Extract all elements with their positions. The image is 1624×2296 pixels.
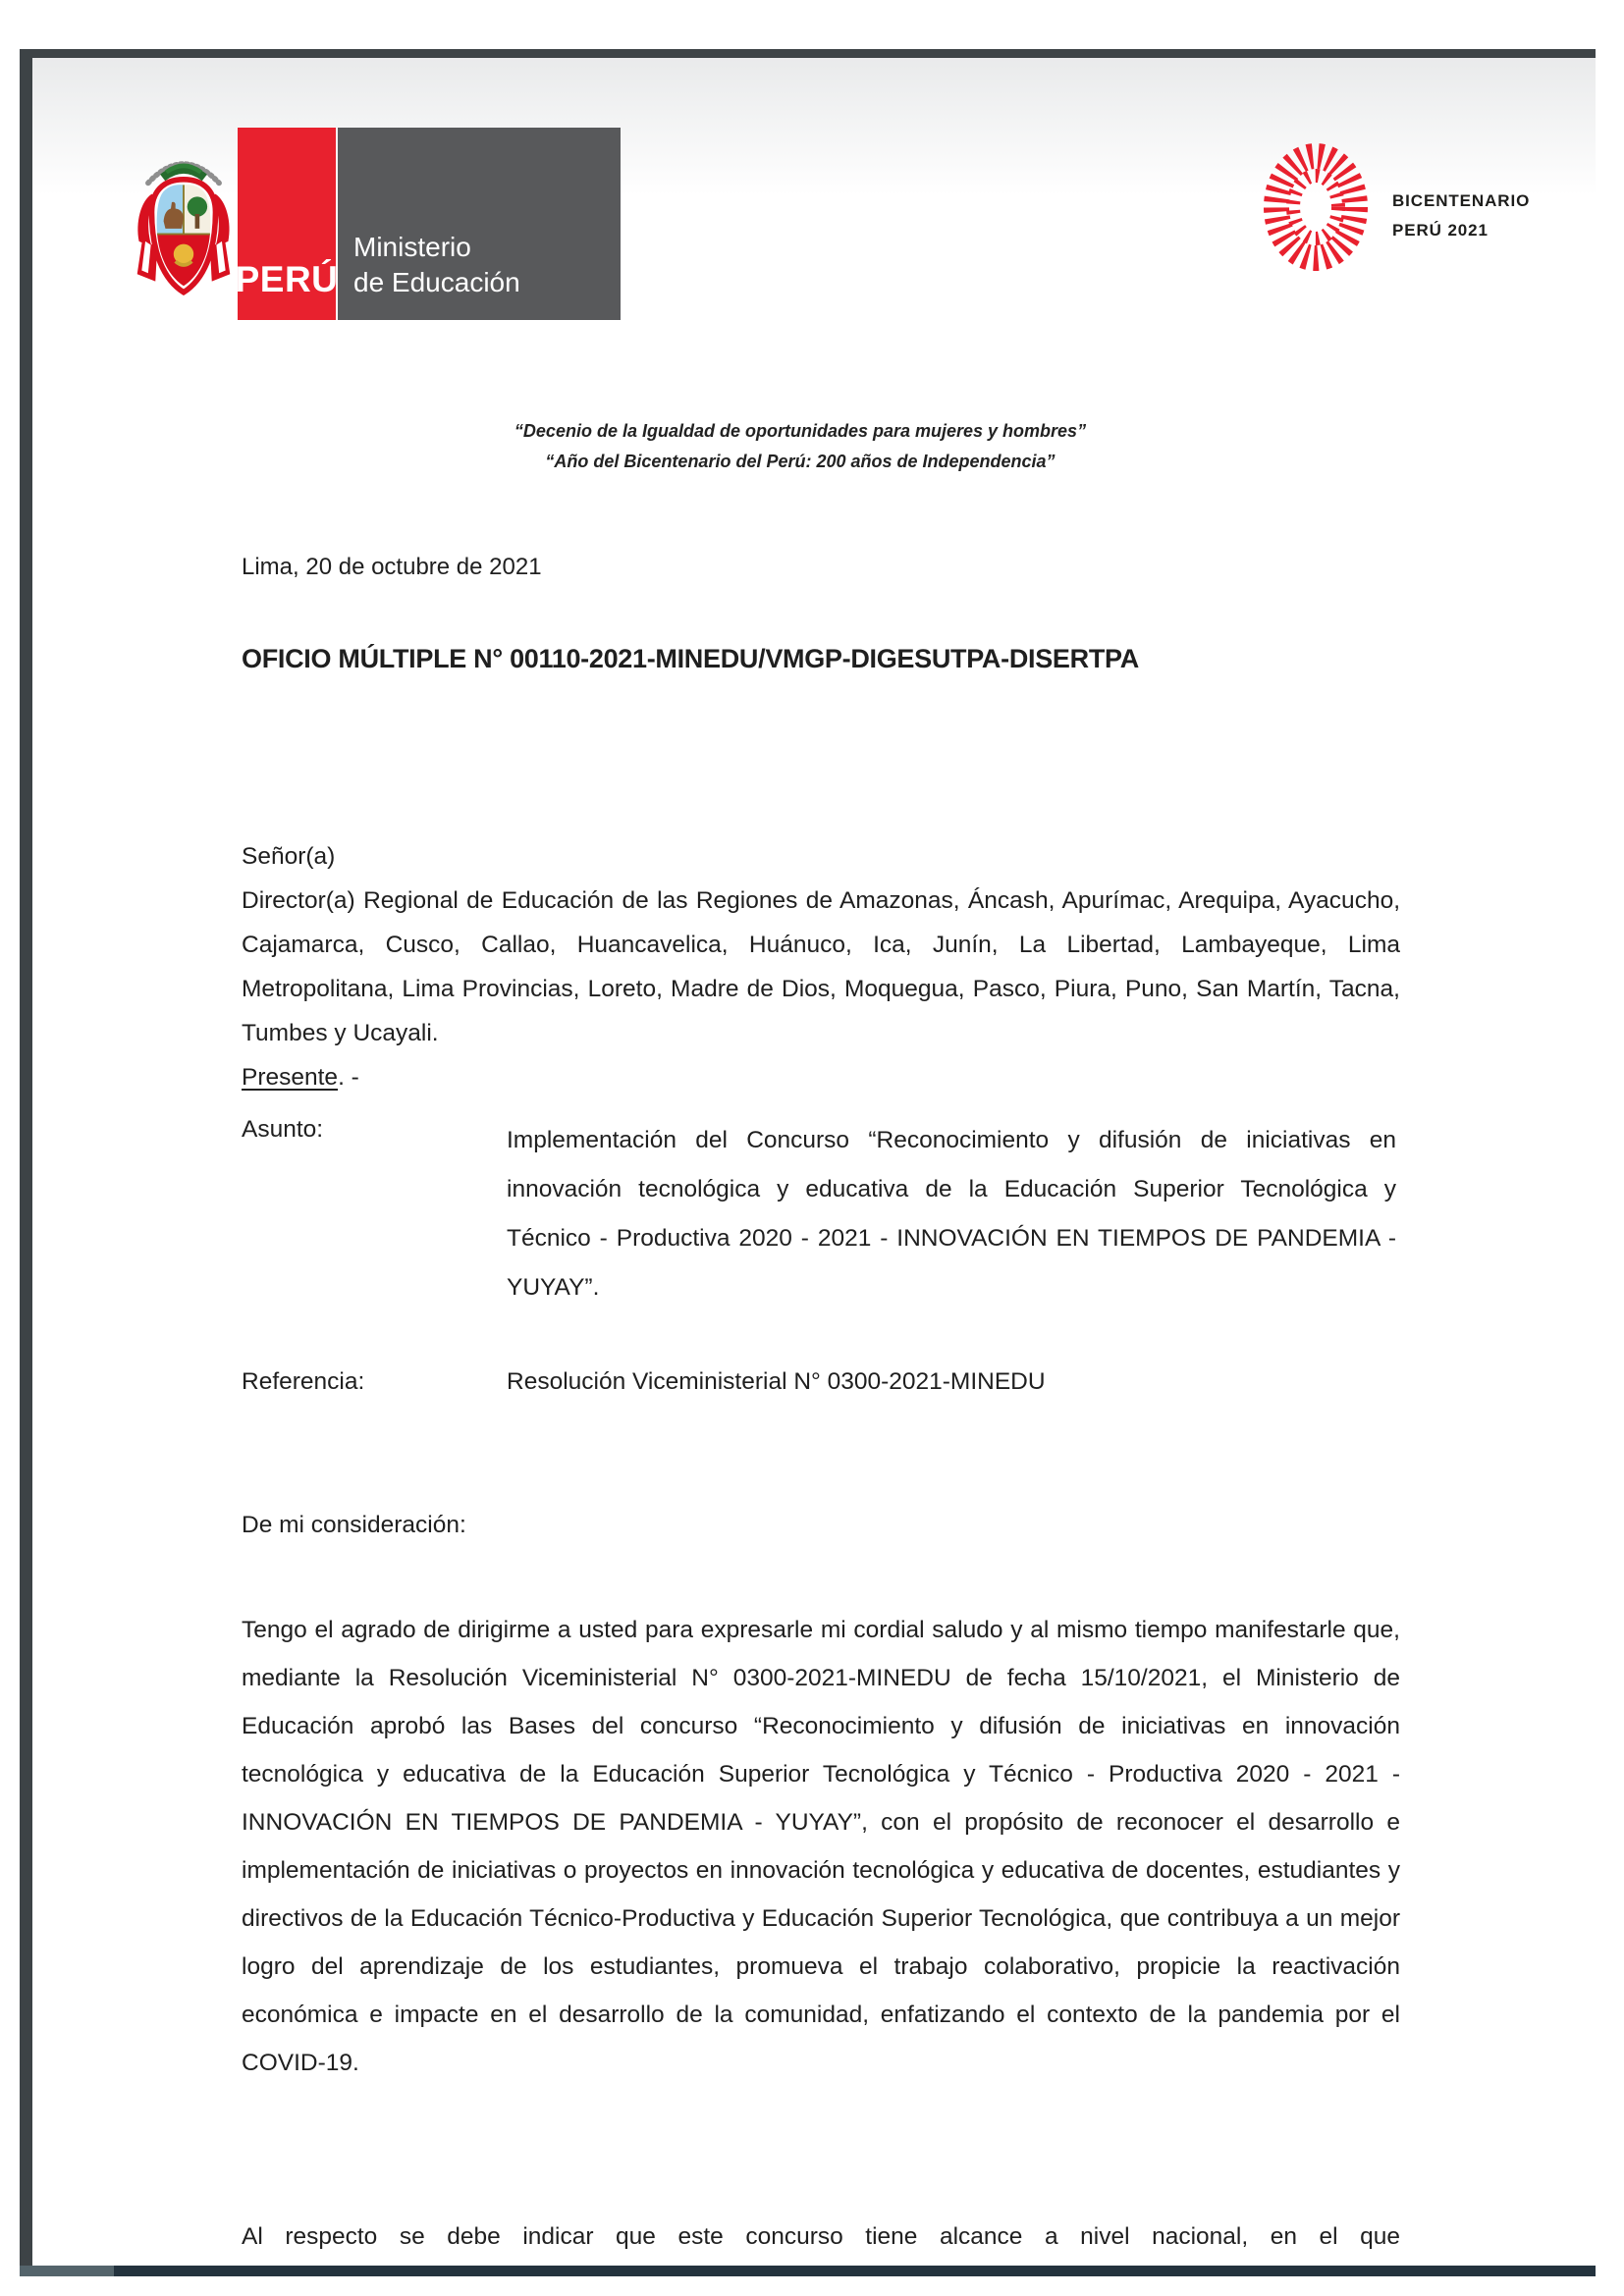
document-title: OFICIO MÚLTIPLE N° 00110-2021-MINEDU/VMGP-DIGESUTPA-DISERTPA [242, 644, 1139, 673]
viewer-frame-left-border [20, 49, 32, 2266]
presente-line [242, 1055, 1400, 1099]
peru-coat-of-arms-icon [134, 133, 234, 320]
salutation: Señor(a) [242, 843, 336, 870]
footer-bar [114, 2266, 1596, 2276]
subject-label: Asunto: [242, 1116, 324, 1143]
ministry-name-block [338, 128, 621, 320]
peru-flag-block [235, 128, 339, 320]
ministry-name-line2: de Educación [353, 267, 520, 297]
viewer-frame-top-border [20, 49, 1596, 58]
subject-text: Implementación del Concurso “Reconocimiento y difusión de iniciativas en innovación tecnológica y educativa de la Educación Superior Tecnológica y Técnico - Productiva 2020 - 2021 - INNOVACIÓN EN TIEMPOS DE PANDEMIA - YUYAY”. [507, 1127, 1396, 1301]
reference-text: Resolución Viceministerial N° 0300-2021-MINEDU [507, 1368, 1046, 1395]
reference-label: Referencia: [242, 1368, 365, 1395]
bicentenario-wordmark [1392, 187, 1530, 245]
header-quotes [241, 416, 1360, 477]
body-paragraph-2: Al respecto se debe indicar que este concurso tiene alcance a nivel nacional, en el que [242, 2223, 1400, 2250]
greeting-line: De mi consideración: [242, 1512, 466, 1538]
quote-line-2: “Año del Bicentenario del Perú: 200 años de Independencia” [545, 452, 1056, 471]
footer-bar-accent [20, 2266, 114, 2276]
body-paragraph-1: Tengo el agrado de dirigirme a usted para expresarle mi cordial saludo y al mismo tiempo manifestarle que, mediante la Resolución Viceministerial N° 0300-2021-MINEDU de fecha 15/10/2021, el Ministerio de Educación aprobó las Bases del concurso “Reconocimiento y difusión de iniciativas en innovación tecnológica y educativa de la Educación Superior Tecnológica y Técnico - Productiva 2020 - 2021 - INNOVACIÓN EN TIEMPOS DE PANDEMIA - YUYAY”, con el propósito de reconocer el desarrollo e implementación de iniciativas o proyectos en innovación tecnológica y educativa de docentes, estudiantes y directivos de la Educación Técnico-Productiva y Educación Superior Tecnológica, que contribuya a un mejor logro del aprendizaje de los estudiantes, promueva el trabajo colaborativo, propicie la reactivación económica e impacte en el desarrollo de la comunidad, enfatizando el contexto de la pandemia por el COVID-19. [242, 1617, 1400, 2076]
bicentenario-line1: BICENTENARIO [1392, 191, 1531, 210]
bicentenario-sunburst-icon [1257, 133, 1375, 285]
quote-line-1: “Decenio de la Igualdad de oportunidades para mujeres y hombres” [514, 421, 1087, 441]
presente-underlined: Presente [242, 1064, 339, 1091]
addressee-body: Director(a) Regional de Educación de las Regiones de Amazonas, Áncash, Apurímac, Arequipa, Ayacucho, Cajamarca, Cusco, Callao, Huancavelica, Huánuco, Ica, Junín, La Libertad, Lambayeque, Lima Metropolitana, Lima Provincias, Loreto, Madre de Dios, Moquegua, Pasco, Piura, Puno, San Martín, Tacna, Tumbes y Ucayali. [242, 887, 1400, 1046]
presente-suffix: . - [338, 1064, 359, 1091]
peru-wordmark: PERÚ [235, 259, 339, 299]
addressee-block [242, 834, 1400, 1099]
date-line: Lima, 20 de octubre de 2021 [242, 554, 542, 580]
bicentenario-line2: PERÚ 2021 [1392, 221, 1489, 240]
ministry-name-line1: Ministerio [353, 232, 471, 262]
